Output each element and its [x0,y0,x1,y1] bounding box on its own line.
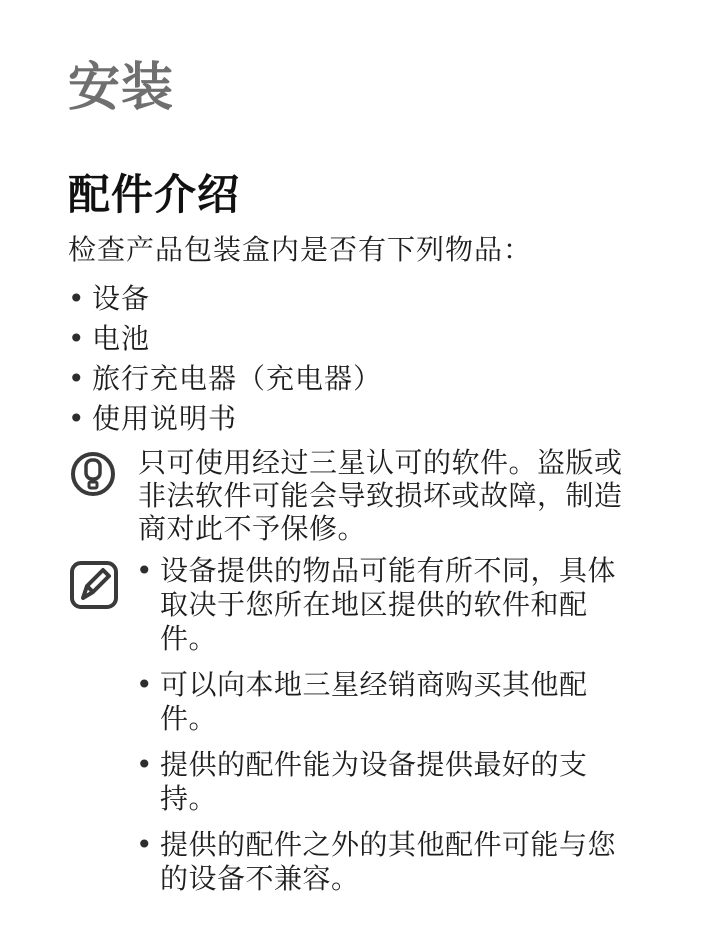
chapter-title: 安装 [68,58,175,118]
package-contents-list [68,279,648,439]
note-icon-container [68,554,136,908]
package-item-label: 使用说明书 [92,402,238,435]
section-title: 配件介绍 [68,170,241,219]
package-item [68,279,648,319]
warning-icon [68,449,118,499]
note-item [136,748,626,816]
package-item-label: 电池 [92,322,151,355]
note-bullet-icon: • [136,668,154,701]
note-list [136,554,626,908]
bullet-icon: • [68,362,86,395]
note-box [68,554,658,908]
package-item-label: 设备 [92,282,151,315]
package-item [68,319,648,359]
note-item-text: 提供的配件能为设备提供最好的支持。 [160,748,588,815]
note-item [136,554,626,656]
bullet-icon: • [68,402,86,435]
intro-text: 检查产品包装盒内是否有下列物品： [68,233,533,266]
warning-icon-container [68,446,138,545]
note-bullet-icon: • [136,828,154,861]
warning-notice [68,446,658,545]
note-bullet-icon: • [136,748,154,781]
package-item [68,399,648,439]
note-item [136,828,626,896]
package-item [68,359,648,399]
note-icon [68,559,120,611]
warning-text: 只可使用经过三星认可的软件。盗版或非法软件可能会导致损坏或故障，制造商对此不予保修。 [138,446,623,545]
note-item-text: 设备提供的物品可能有所不同，具体取决于您所在地区提供的软件和配件。 [160,554,617,655]
bullet-icon: • [68,282,86,315]
package-item-label: 旅行充电器（充电器） [92,362,383,395]
note-item-text: 提供的配件之外的其他配件可能与您的设备不兼容。 [160,828,617,895]
note-item-text: 可以向本地三星经销商购买其他配件。 [160,668,588,735]
note-bullet-icon: • [136,554,154,587]
note-item [136,668,626,736]
bullet-icon: • [68,322,86,355]
